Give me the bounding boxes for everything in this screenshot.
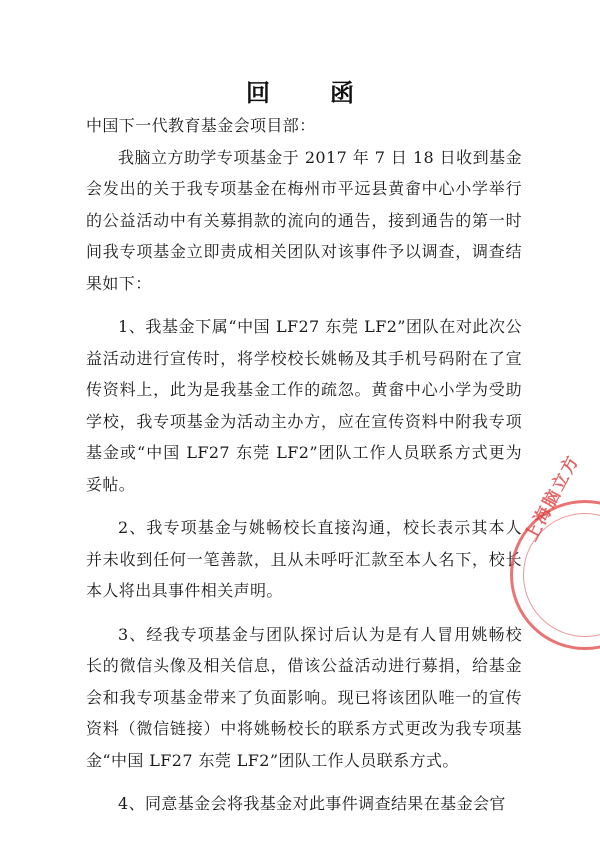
paragraph-item-1: 1、我基金下属“中国 LF27 东莞 LF2”团队在对此次公益活动进行宣传时，将学校校长姚畅及其手机号码附在了宣传资料上，此为是我基金工作的疏忽。黄畲中心小学为受助学校，我专项基金为活动主办方，应在宣传资料中附我专项基金或“中国 LF27 东莞 LF2”团队工作人员联系方式更为妥帖。 [86, 317, 522, 494]
paragraph-item-4: 4、同意基金会将我基金对此事件调查结果在基金会官 [118, 794, 506, 813]
red-seal-stamp [510, 451, 600, 650]
paragraph-intro: 我脑立方助学专项基金于 2017 年 7 日 18 日收到基金会发出的关于我专项基金在梅州市平远县黄畲中心小学举行的公益活动中有关募捐款的流向的通告，接到通告的第一时间我专项基金立即责成相关团队对该事件予以调查，调查结果如下： [86, 147, 522, 293]
recipient-line: 中国下一代教育基金会项目部： [86, 116, 316, 135]
document-body [86, 110, 522, 820]
paragraph-item-3: 3、经我专项基金与团队探讨后认为是有人冒用姚畅校长的微信头像及相关信息，借该公益活动进行募捐，给基金会和我专项基金带来了负面影响。现已将该团队唯一的宣传资料（微信链接）中将姚畅校长的联系方式更改为我专项基金“中国 LF27 东莞 LF2”团队工作人员联系方式。 [86, 624, 522, 770]
document-title: 回 函 [246, 78, 372, 107]
seal-text: 上海脑立方 [521, 451, 584, 545]
paragraph-item-2: 2、我专项基金与姚畅校长直接沟通，校长表示其本人并未收到任何一笔善款，且从未呼吁汇款至本人名下，校长本人将出具事件相关声明。 [86, 518, 522, 600]
